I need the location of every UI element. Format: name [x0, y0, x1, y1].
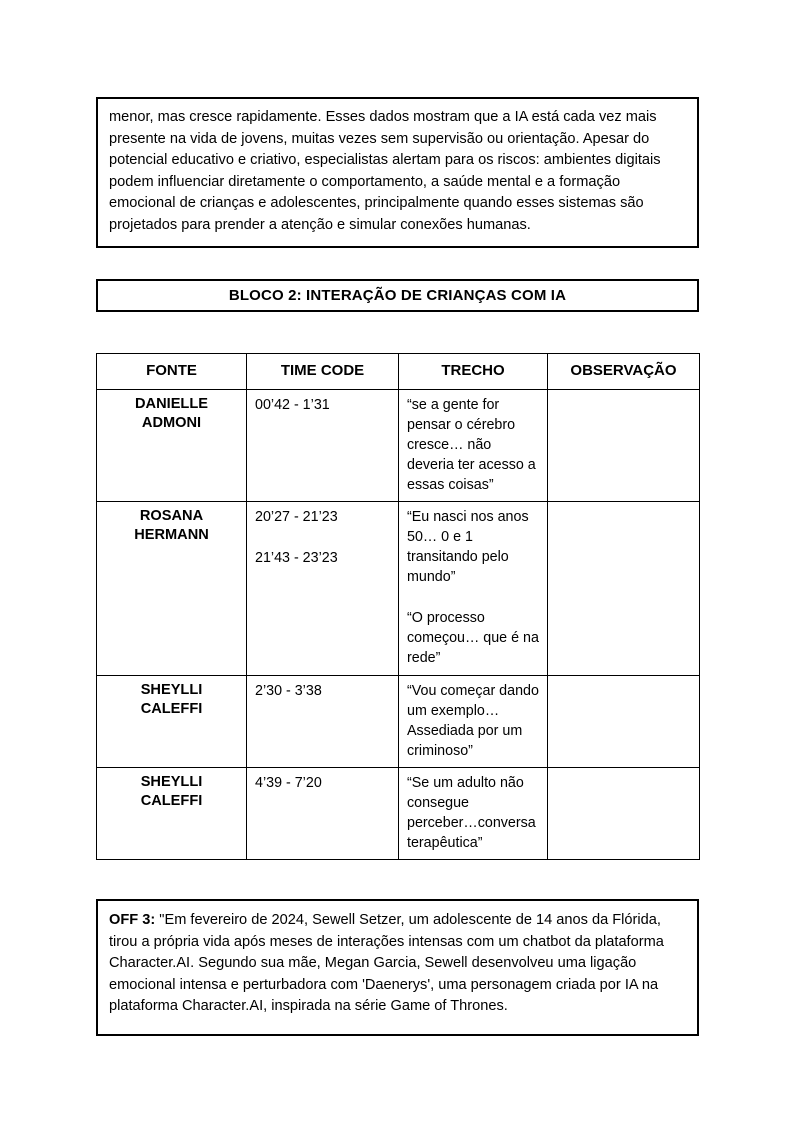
- fonte-line: ADMONI: [141, 415, 202, 431]
- cell-fonte: [97, 502, 247, 676]
- fonte-line: CALEFFI: [140, 701, 203, 717]
- column-header-fonte: FONTE: [97, 354, 247, 390]
- off-text: "Em fevereiro de 2024, Sewell Setzer, um adolescente de 14 anos da Flórida, tirou a própria vida após meses de interações intensas com um chatbot da plataforma Character.AI. Segundo sua mãe, Megan Garcia, Sewell desenvolveu uma ligação emocional intensa e perturbadora com 'Daenerys', uma personagem criada por IA na plataforma Character.AI, inspirada na série Game of Thrones.: [109, 912, 664, 1014]
- cell-observacao: [548, 390, 700, 502]
- fonte-line: DANIELLE: [135, 396, 208, 412]
- table-row: [97, 768, 700, 860]
- cell-time-code: [247, 768, 399, 860]
- intro-paragraph-text: menor, mas cresce rapidamente. Esses dados mostram que a IA está cada vez mais presente na vida de jovens, muitas vezes sem supervisão ou orientação. Apesar do potencial educativo e criativo, especialistas alertam para os riscos: ambientes digitais podem influenciar diretamente o comportamento, a saúde mental e a formação emocional de crianças e adolescentes, principalmente quando esses sistemas são projetados para prender a atenção e simular conexões humanas.: [109, 109, 661, 233]
- time-code-line: 20’27 - 21’23: [255, 509, 338, 525]
- cell-trecho: [399, 390, 548, 502]
- cell-trecho: [399, 502, 548, 676]
- cell-fonte: [97, 676, 247, 768]
- quote-line: “Eu nasci nos anos 50… 0 e 1 transitando pelo mundo”: [407, 509, 529, 585]
- section-header-title: BLOCO 2: INTERAÇÃO DE CRIANÇAS COM IA: [228, 287, 567, 304]
- intro-paragraph-box: [96, 97, 699, 248]
- table-row: [97, 502, 700, 676]
- interview-table: [96, 353, 700, 860]
- time-code-line: 00’42 - 1’31: [255, 397, 330, 413]
- fonte-line: SHEYLLI: [140, 774, 203, 790]
- quote-line: “O processo começou… que é na rede”: [407, 610, 539, 666]
- cell-observacao: [548, 676, 700, 768]
- column-header-observacao: OBSERVAÇÃO: [548, 354, 700, 390]
- cell-time-code: [247, 390, 399, 502]
- quote-line: “se a gente for pensar o cérebro cresce… não deveria ter acesso a essas coisas”: [407, 397, 536, 493]
- column-header-trecho: TRECHO: [399, 354, 548, 390]
- quote-line: “Se um adulto não consegue perceber…conversa terapêutica”: [407, 775, 536, 851]
- cell-observacao: [548, 768, 700, 860]
- off-narration-paragraph: [109, 910, 686, 1018]
- table-row: [97, 390, 700, 502]
- cell-fonte: [97, 768, 247, 860]
- cell-observacao: [548, 502, 700, 676]
- table-header-row: [97, 354, 700, 390]
- off-narration-box: [96, 899, 699, 1036]
- fonte-line: SHEYLLI: [140, 682, 203, 698]
- table-row: [97, 676, 700, 768]
- fonte-line: CALEFFI: [140, 793, 203, 809]
- column-header-time-code: TIME CODE: [247, 354, 399, 390]
- cell-trecho: [399, 676, 548, 768]
- cell-time-code: [247, 502, 399, 676]
- cell-time-code: [247, 676, 399, 768]
- section-header-box: [96, 279, 699, 312]
- off-label: OFF 3:: [109, 912, 156, 928]
- cell-fonte: [97, 390, 247, 502]
- fonte-line: HERMANN: [134, 527, 209, 543]
- fonte-line: ROSANA: [139, 508, 204, 524]
- cell-trecho: [399, 768, 548, 860]
- quote-line: “Vou começar dando um exemplo…Assediada por um criminoso”: [407, 683, 539, 759]
- time-code-line: 2’30 - 3’38: [255, 683, 322, 699]
- time-code-line: 4’39 - 7’20: [255, 775, 322, 791]
- time-code-line: 21’43 - 23’23: [255, 550, 338, 566]
